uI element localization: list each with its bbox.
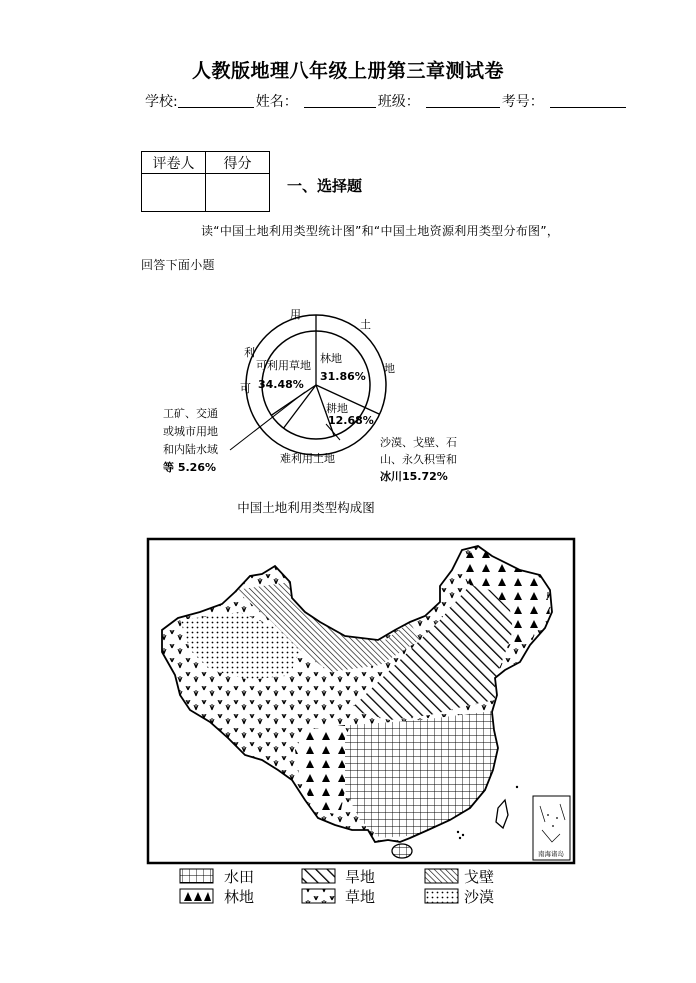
map-regions [148,539,574,863]
legend-swatch-grassland [302,889,335,903]
legend-swatch-gobi [425,869,458,883]
callout-desert-text: 冰川15.72% [380,470,448,483]
legend-swatch-paddy [180,869,213,883]
map-legend [180,868,494,906]
pie-ring-char: 可 [240,382,251,395]
pie-label-farmland-name: 耕地 [326,402,348,415]
legend-label-dry-farmland: 旱地 [345,868,376,886]
legend-swatch-dry-farmland [302,869,335,883]
pie-label-unusable: 难利用土地 [280,452,335,465]
taiwan-island [496,800,508,828]
legend-swatch-desert [425,889,458,903]
exam-number-label: 考号： [501,94,544,110]
inset-label: 南海诸岛 [538,850,564,858]
pie-ring-char: 土 [360,318,371,331]
pie-ring-char: 用 [290,308,301,321]
grader-header: 评卷人 [142,152,206,174]
legend-label-grassland: 草地 [345,888,376,906]
callout-urban-text: 等 5.26% [163,461,216,474]
pie-label-grassland-value: 34.48% [258,378,304,391]
pie-label-forest-name: 林地 [320,352,342,365]
callout-urban-text: 或城市用地 [163,425,218,438]
legend-label-paddy: 水田 [224,868,255,886]
pie-label-forest-value: 31.86% [320,370,366,383]
legend-label-desert: 沙漠 [464,888,495,906]
question-text-line1: 读“中国土地利用类型统计图”和“中国土地资源利用类型分布图”， [201,224,560,238]
pie-label-grassland-name: 可利用草地 [256,359,311,372]
pie-ring-char: 地 [384,362,395,375]
legend-label-gobi: 戈壁 [464,868,495,886]
paddy-region [340,710,500,838]
class-label: 班级： [377,94,420,110]
legend-label-forest: 林地 [224,888,255,906]
hainan-island [392,844,412,858]
forest-region-southwest [295,725,345,815]
page-title: 人教版地理八年级上册第三章测试卷 [191,60,504,82]
callout-urban-text: 工矿、交通 [163,407,218,420]
callout-desert-text: 沙漠、戈壁、石 [380,436,457,449]
pie-chart-title: 中国土地利用类型构成图 [237,500,375,515]
section-title: 一、选择题 [287,177,363,195]
pie-ring-char: 利 [244,346,255,359]
callout-urban-text: 和内陆水域 [163,443,218,456]
score-header: 得分 [206,152,270,174]
name-label: 姓名： [255,94,298,110]
callout-desert-text: 山、永久积雪和 [380,453,457,466]
pie-label-farmland-value: 12.68% [328,414,374,427]
question-text-line2: 回答下面小题 [141,258,215,272]
school-label: 学校: [145,94,178,110]
